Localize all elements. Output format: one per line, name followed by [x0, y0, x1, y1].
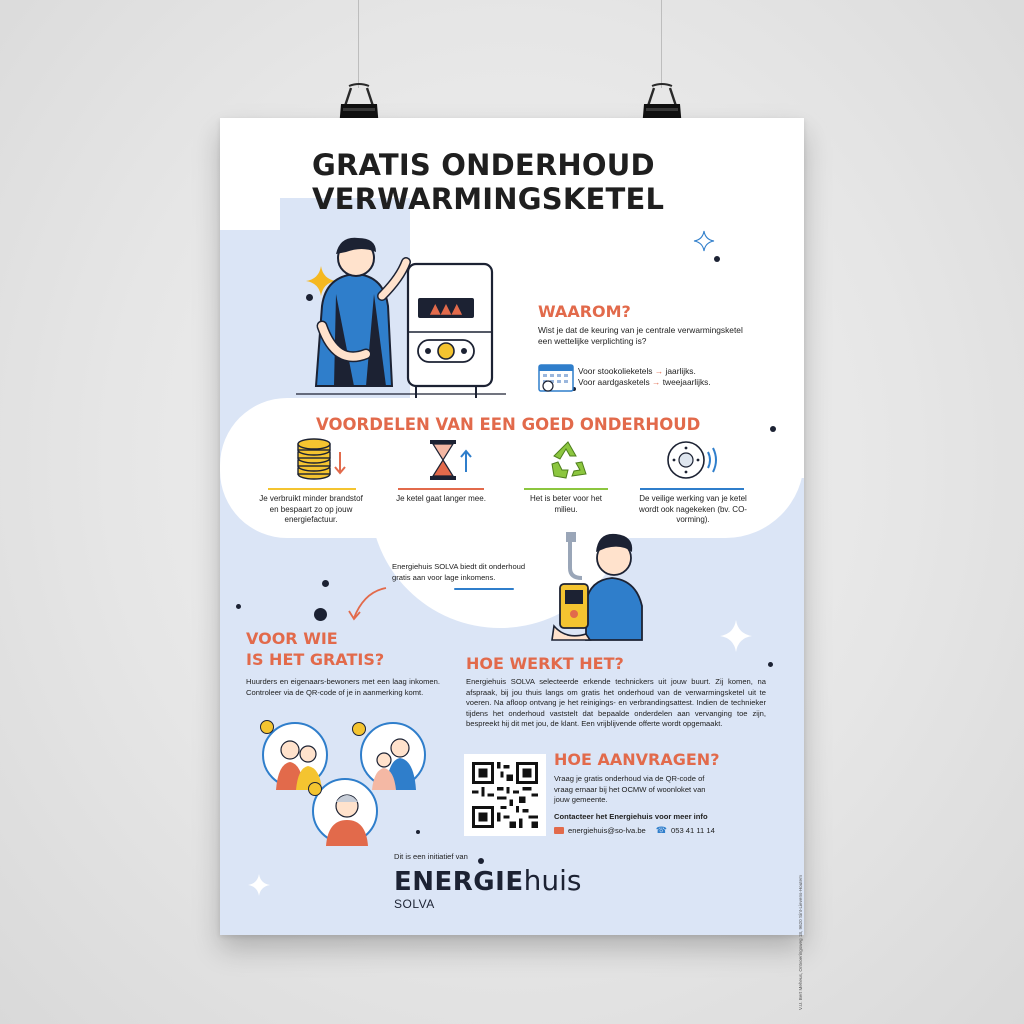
decorative-dot: [322, 580, 329, 587]
for-who-heading: [246, 628, 384, 670]
for-who-heading-line-1: VOOR WIE: [246, 629, 338, 648]
title-line-1: GRATIS ONDERHOUD: [312, 148, 655, 182]
sparkle-icon: [720, 616, 752, 656]
how-text: Energiehuis SOLVA selecteerde erkende technickers uit jouw buurt. Zij komen, na afspraak, bij jou thuis langs om gratis het onderhoud van de verwarmingsketel uit te voeren. Na afloop ontvang je het reinigings- en verbrandingsattest. Indien de technieker tijdens het onderhoud vaststelt dat bepaalde onderdelen aan vervanging toe zijn, bespreekt hij dit met jou, de klant. Een vrijblijvende offerte wordt opgemaakt.: [466, 677, 766, 728]
decorative-dot: [714, 256, 720, 262]
phone-icon: ☎: [655, 825, 668, 835]
decorative-dot: [770, 426, 776, 432]
title-line-2: VERWARMINGSKETEL: [312, 182, 665, 216]
email-icon: [554, 827, 564, 834]
logo-bold: ENERGIE: [394, 867, 524, 897]
logo-sub: SOLVA: [394, 897, 435, 911]
benefit-label-2: Je ketel gaat langer mee.: [396, 494, 486, 503]
coin-badge-icon: [260, 720, 274, 734]
decorative-dot: [236, 604, 241, 609]
why-text: Wist je dat de keuring van je centrale verwarmingsketel een wettelijke verplichting is?: [538, 325, 743, 346]
gas-prefix: Voor aardgasketels: [578, 377, 650, 387]
technician-analyzer-illustration: [546, 522, 646, 640]
qr-code-icon[interactable]: [472, 762, 538, 828]
family-circle-2: [360, 722, 426, 788]
initiative-text: Dit is een initiatief van: [394, 852, 468, 861]
curved-arrow-icon: [346, 584, 390, 624]
benefit-label-4: De veilige werking van je ketel wordt ook nagekeken (bv. CO-vorming).: [639, 494, 747, 524]
decorative-dot: [768, 662, 773, 667]
recycle-icon: [546, 438, 590, 482]
fuel-oil-prefix: Voor stookolieketels: [578, 366, 653, 376]
sparkle-icon: [694, 231, 714, 251]
decorative-dot: [314, 608, 327, 621]
arrow-right-icon: →: [654, 366, 664, 376]
benefit-line-1: [268, 488, 356, 490]
sparkle-icon: [248, 872, 270, 898]
benefit-label-3: Het is beter voor het milieu.: [529, 494, 603, 514]
publisher-text: V.U. Bert Meheus, Ontvoeringsweg 18, 9620 Sint-Lievens-Houtem: [798, 875, 803, 1010]
poster-title: [312, 148, 732, 216]
arrow-right-icon: →: [652, 377, 661, 387]
coin-badge-icon: [308, 782, 322, 796]
benefit-label-1: Je verbruikt minder brandstof en bespaart zo op jouw energiefactuur.: [259, 494, 363, 524]
apply-heading: HOE AANVRAGEN?: [554, 750, 720, 769]
gas-suffix: tweejaarlijks.: [662, 377, 711, 387]
apply-text: Vraag je gratis onderhoud via de QR-code of vraag ernaar bij het OCMW of woonloket van jouw gemeente.: [554, 774, 706, 804]
logo-light: huis: [523, 864, 582, 897]
for-who-heading-line-2: IS HET GRATIS?: [246, 650, 385, 669]
for-who-text: Huurders en eigenaars-bewoners met een laag inkomen. Controleer via de QR-code of je in aanmerking komt.: [246, 677, 440, 697]
how-heading: HOE WERKT HET?: [466, 654, 624, 673]
benefit-line-2: [398, 488, 484, 490]
gas-line: [578, 377, 711, 388]
qr-code-container: [464, 754, 546, 836]
fuel-oil-line: [578, 366, 696, 377]
contact-email[interactable]: energiehuis@so-lva.be: [568, 826, 646, 835]
offer-underline: [454, 588, 514, 590]
contact-row: [554, 825, 715, 836]
hanging-string-right: [661, 0, 662, 88]
svg-text:▲▲▲: ▲▲▲: [429, 301, 463, 317]
benefit-line-4: [640, 488, 744, 490]
fuel-oil-suffix: jaarlijks.: [665, 366, 696, 376]
why-heading: WAAROM?: [538, 302, 631, 321]
hourglass-icon: [424, 438, 474, 482]
coin-badge-icon: [352, 722, 366, 736]
poster: [220, 118, 804, 1010]
senior-illustration: [314, 780, 380, 846]
contact-label: Contacteer het Energiehuis voor meer info: [554, 812, 708, 821]
benefits-heading: VOORDELEN VAN EEN GOED ONDERHOUD: [316, 415, 701, 434]
calendar-icon: [538, 362, 574, 392]
coins-icon: [294, 438, 350, 482]
offer-text: Energiehuis SOLVA biedt dit onderhoud gratis aan voor lage inkomens.: [392, 562, 526, 582]
co-detector-icon: [664, 438, 724, 482]
energiehuis-logo: [394, 864, 581, 897]
decorative-dot: [416, 830, 420, 834]
benefit-line-3: [524, 488, 608, 490]
technician-boiler-illustration: [296, 236, 506, 401]
contact-phone[interactable]: 053 41 11 14: [671, 826, 715, 835]
hanging-string-left: [358, 0, 359, 88]
